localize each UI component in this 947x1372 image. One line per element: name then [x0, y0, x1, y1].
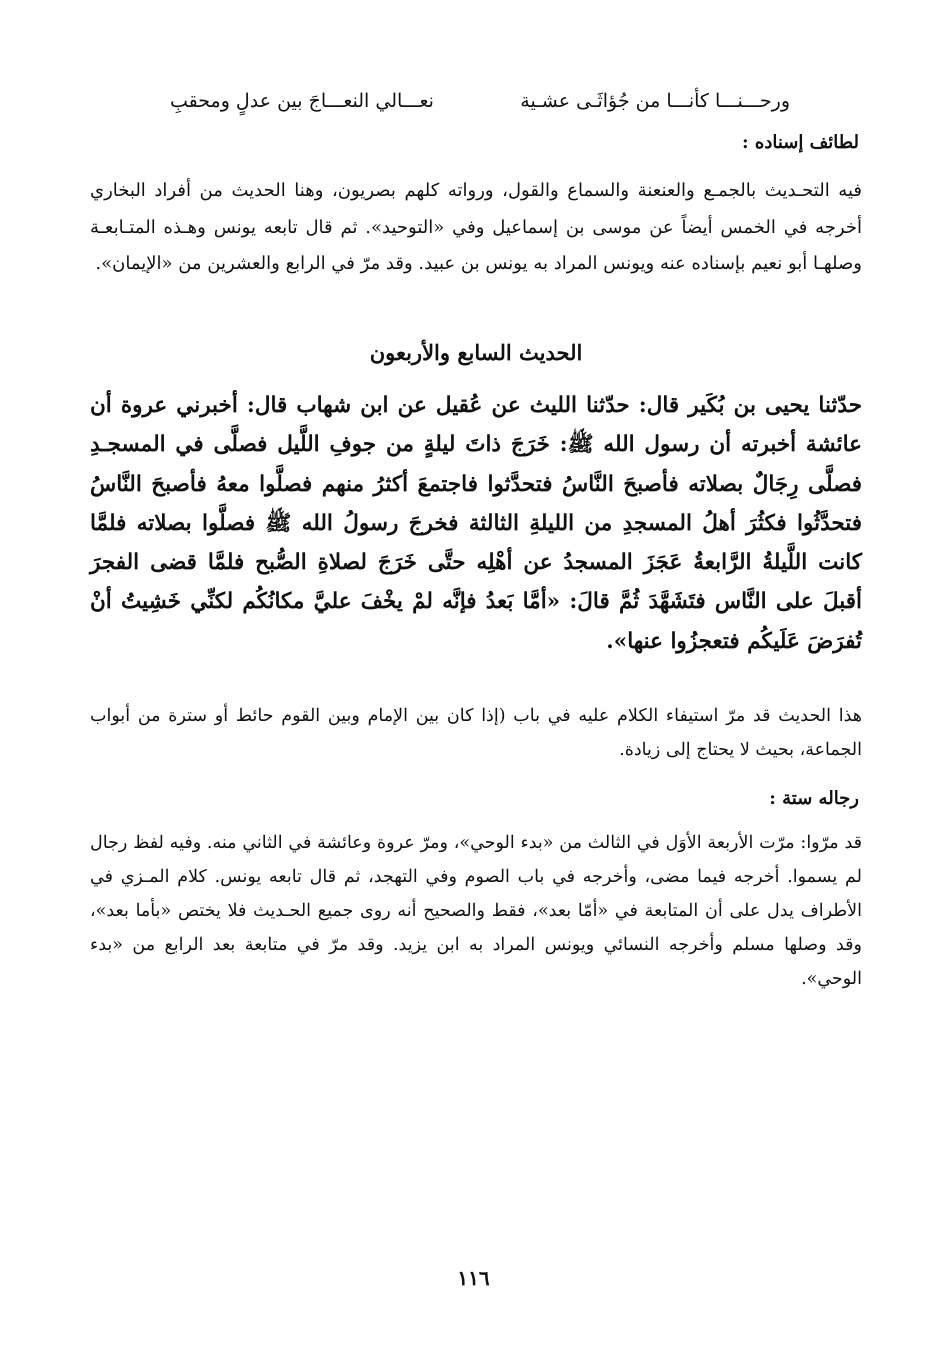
commentary-paragraph: هذا الحديث قد مرّ استيفاء الكلام عليه في باب (إذا كان بين الإمام وبين القوم حائط أو سترة من أبواب الجماعة، بحيث لا يحتاج إلى زيادة. [90, 706, 862, 760]
hadith-text: حدّثنا يحيى بن بُكَير قال: حدّثنا الليث عن عُقيل عن ابن شهاب قال: أخبرني عروة أن عائشة أخبرته أن رسول الله ﷺ: خَرَجَ ذاتَ ليلةٍ من جوفِ اللَّيل فصلَّى في المسجـدِ فصلَّى رِجَالٌ بصلاته فأصبحَ النَّاسُ فتحدَّثوا فاجتمعَ أكثرُ منهم فصلَّوا معهُ فأصبحَ النَّاسُ فتحدَّثُوا فكثُرَ أهلُ المسجدِ من الليلةِ الثالثة فخرجَ رسولُ الله ﷺ فصلَّوا بصلاته فلمَّا كانت اللَّيلةُ الرَّابعةُ عَجَزَ المسجدُ عن أهْلِه حتَّى خَرَجَ لصلاةِ الصُّبح فلمَّا قضى الفجرَ أقبلَ على النَّاس فتَشَهَّدَ ثُمَّ قالَ: «أمَّا بَعدُ فإنَّه لمْ يخْفَ عليَّ مكانُكُم لكنِّي خَشِيتُ أنْ تُفرَضَ عَلَيكُم فتعجزُوا عنها». [90, 393, 862, 654]
section-heading-isnad: لطائف إسناده : [742, 132, 859, 153]
poetry-verse [170, 88, 790, 114]
isnad-paragraph: فيه التحـديث بالجمـع والعنعنة والسماع والقول، ورواته كلهم بصريون، وهنا الحديث من أفراد البخاري أخرجه في الخمس أيضاً عن موسى بن إسماعيل وفي «التوحيد». ثم قال تابعه يونس وهـذه المتـابعـة وصلهـا أبو نعيم بإسناده عنه ويونس المراد به يونس بن عبيد. وقد مرّ في الرابع والعشرين من «الإيمان». [90, 180, 862, 274]
verse-hemistich-right: ورحـــنـــا كأنـــا من جُؤاثَـى عشـية [520, 90, 790, 112]
section-heading-narrators: رجاله ستة : [769, 788, 859, 809]
verse-hemistich-left: نعـــالي النعـــاجَ بين عدلٍ ومحقبِ [170, 90, 434, 112]
narrators-paragraph: قد مرّوا: مرّت الأربعة الأوَل في الثالث من «بدء الوحي»، ومرّ عروة وعائشة في الثاني منه. وفيه لفظ رجال لم يسموا. أخرجه فيما مضى، وأخرجه في باب الصوم وفي التهجد، ثم قال تابعه يونس. كلام المـزي في الأطراف يدل على أن المتابعة في «أمّا بعد»، فقط والصحيح أنه روى جميع الحـديث فلا يختص «بأما بعد»، وقد وصلها مسلم وأخرجه النسائي ويونس المراد به ابن يزيد. وقد مرّ في متابعة بعد الرابع من «بدء الوحي». [90, 833, 862, 989]
page-number: ١١٦ [457, 1266, 490, 1290]
hadith-title: الحديث السابع والأربعون [369, 340, 583, 365]
